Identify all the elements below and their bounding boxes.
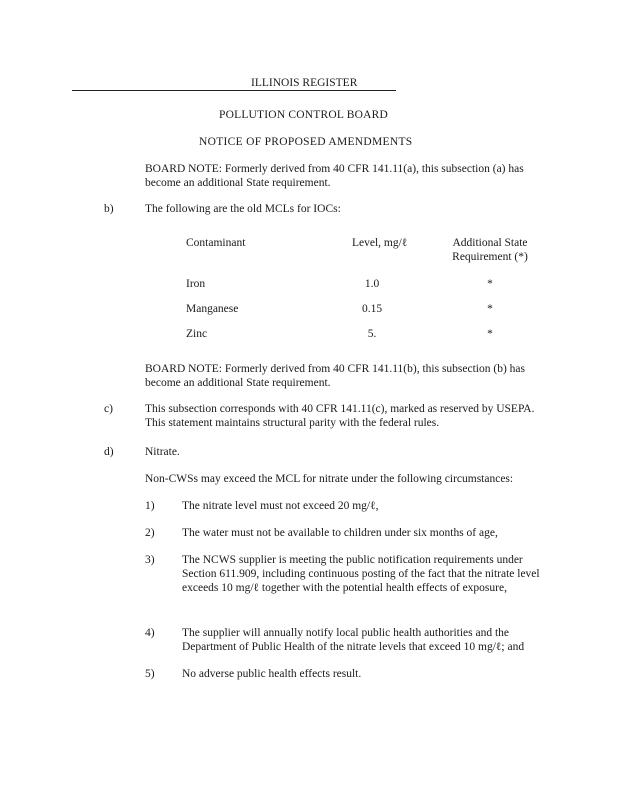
item-text: No adverse public health effects result. xyxy=(182,668,362,680)
notice-title: NOTICE OF PROPOSED AMENDMENTS xyxy=(199,136,413,148)
section-c-label: c) xyxy=(104,403,113,415)
table-row-req: * xyxy=(487,328,493,340)
table-row-level: 1.0 xyxy=(364,278,380,290)
table-row-req: * xyxy=(487,303,493,315)
item-label: 2) xyxy=(145,527,155,539)
col-header-contaminant: Contaminant xyxy=(186,237,246,249)
table-row-name: Iron xyxy=(186,278,206,290)
section-d-text: Nitrate. xyxy=(145,446,180,458)
header-rule xyxy=(72,90,396,91)
item-label: 3) xyxy=(145,554,155,566)
item-label: 4) xyxy=(145,627,155,639)
section-b-text: The following are the old MCLs for IOCs: xyxy=(145,203,341,215)
section-d-intro: Non-CWSs may exceed the MCL for nitrate under the following circumstances: xyxy=(145,473,514,485)
table-row-level: 5. xyxy=(367,328,377,340)
item-text: The NCWS supplier is meeting the public notification requirements under Section 611.909, including continuous posting of the fact that the nitrate level exceeds 10 mg/ℓ together with the potential health effects of exposure, xyxy=(182,554,540,594)
board-note-b: BOARD NOTE: Formerly derived from 40 CFR 141.11(b), this subsection (b) has become an additional State requirement. xyxy=(145,363,525,389)
board-name: POLLUTION CONTROL BOARD xyxy=(219,109,389,121)
table-row-name: Zinc xyxy=(186,328,208,340)
col-header-level: Level, mg/ℓ xyxy=(352,237,408,249)
section-b-label: b) xyxy=(104,203,114,215)
item-text: The nitrate level must not exceed 20 mg/ℓ, xyxy=(182,500,379,512)
section-d-label: d) xyxy=(104,446,114,458)
item-text: The supplier will annually notify local public health authorities and the Department of Public Health of the nitrate levels that exceed 10 mg/ℓ; and xyxy=(182,627,525,653)
item-text: The water must not be available to children under six months of age, xyxy=(182,527,498,539)
board-note-a: BOARD NOTE: Formerly derived from 40 CFR 141.11(a), this subsection (a) has become an additional State requirement. xyxy=(145,163,524,189)
table-row-req: * xyxy=(487,278,493,290)
register-title: ILLINOIS REGISTER xyxy=(251,77,358,89)
table-row-level: 0.15 xyxy=(361,303,383,315)
section-c-text: This subsection corresponds with 40 CFR 141.11(c), marked as reserved by USEPA. This statement maintains structural parity with the federal rules. xyxy=(145,403,535,429)
table-row-name: Manganese xyxy=(186,303,239,315)
item-label: 1) xyxy=(145,500,155,512)
col-header-additional: Additional State Requirement (*) xyxy=(452,237,528,263)
item-label: 5) xyxy=(145,668,155,680)
